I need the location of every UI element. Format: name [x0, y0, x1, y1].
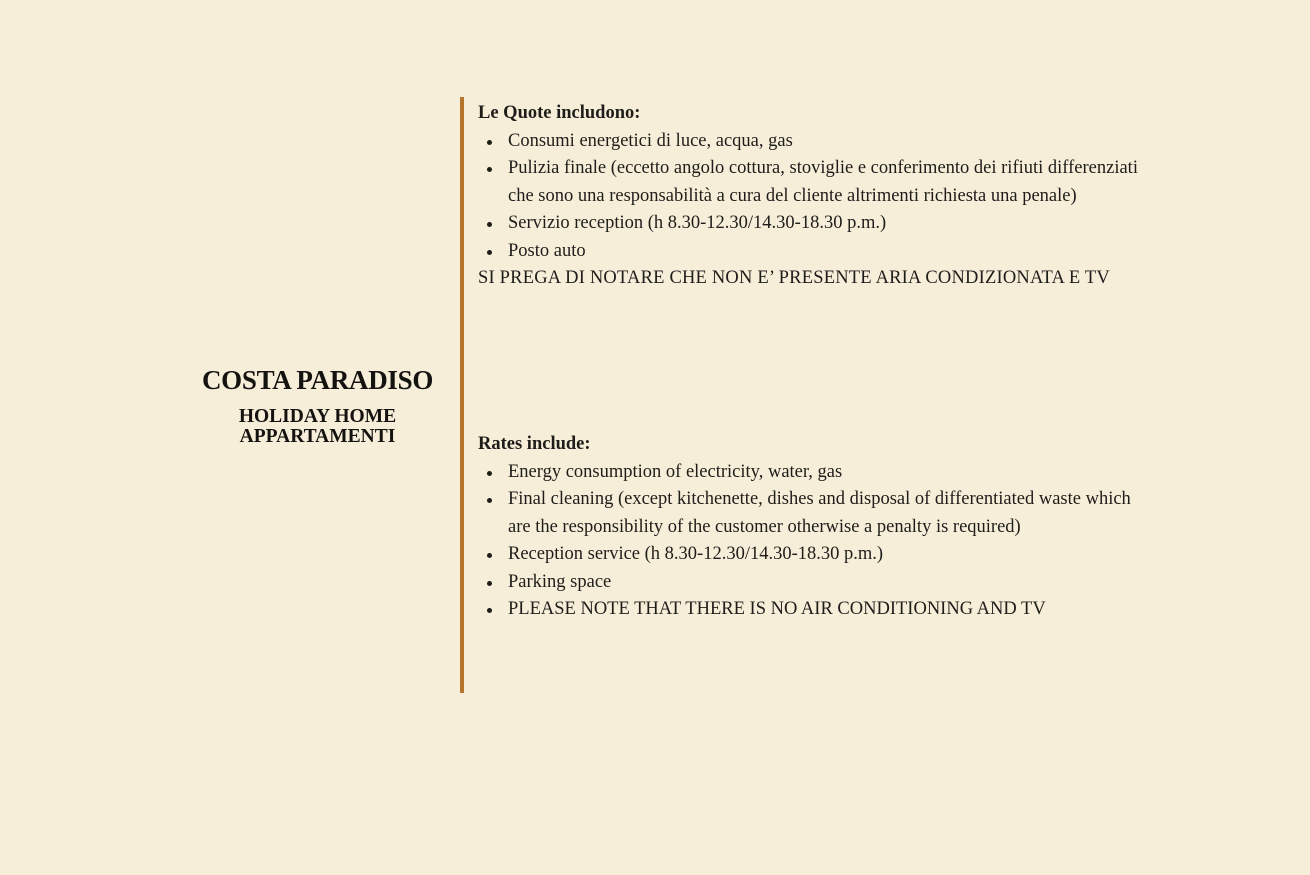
list-item: Servizio reception (h 8.30-12.30/14.30-18.30 p.m.): [478, 210, 1138, 238]
english-rates-heading: Rates include:: [478, 434, 591, 454]
vertical-divider: [460, 97, 464, 693]
brand-subtitle-line1: HOLIDAY HOME: [238, 406, 397, 427]
list-item: Posto auto: [478, 238, 1138, 266]
italian-rates-heading: Le Quote includono:: [478, 103, 641, 123]
list-item: Final cleaning (except kitchenette, dishes and disposal of differentiated waste which are the responsibility of the customer otherwise a penalty is required): [478, 486, 1138, 541]
list-item: Pulizia finale (eccetto angolo cottura, stoviglie e conferimento dei rifiuti differenziati che sono una responsabilità a cura del cliente altrimenti richiesta una penale): [478, 155, 1138, 210]
english-rates-list: [478, 459, 1138, 624]
brand-subtitle: [150, 407, 485, 447]
list-item: Parking space: [478, 569, 1138, 597]
italian-rates-section: [478, 100, 1138, 293]
list-item: Consumi energetici di luce, acqua, gas: [478, 128, 1138, 156]
italian-rates-list: [478, 128, 1138, 266]
list-item: Reception service (h 8.30-12.30/14.30-18.30 p.m.): [478, 541, 1138, 569]
italian-note: SI PREGA DI NOTARE CHE NON E’ PRESENTE ARIA CONDIZIONATA E TV: [478, 268, 1110, 288]
english-rates-section: [478, 431, 1138, 624]
brand-block: [150, 362, 485, 447]
brand-subtitle-line2: APPARTAMENTI: [239, 426, 396, 447]
list-item: Energy consumption of electricity, water, gas: [478, 459, 1138, 487]
list-item: PLEASE NOTE THAT THERE IS NO AIR CONDITIONING AND TV: [478, 596, 1138, 624]
brand-title: COSTA PARADISO: [201, 365, 434, 395]
